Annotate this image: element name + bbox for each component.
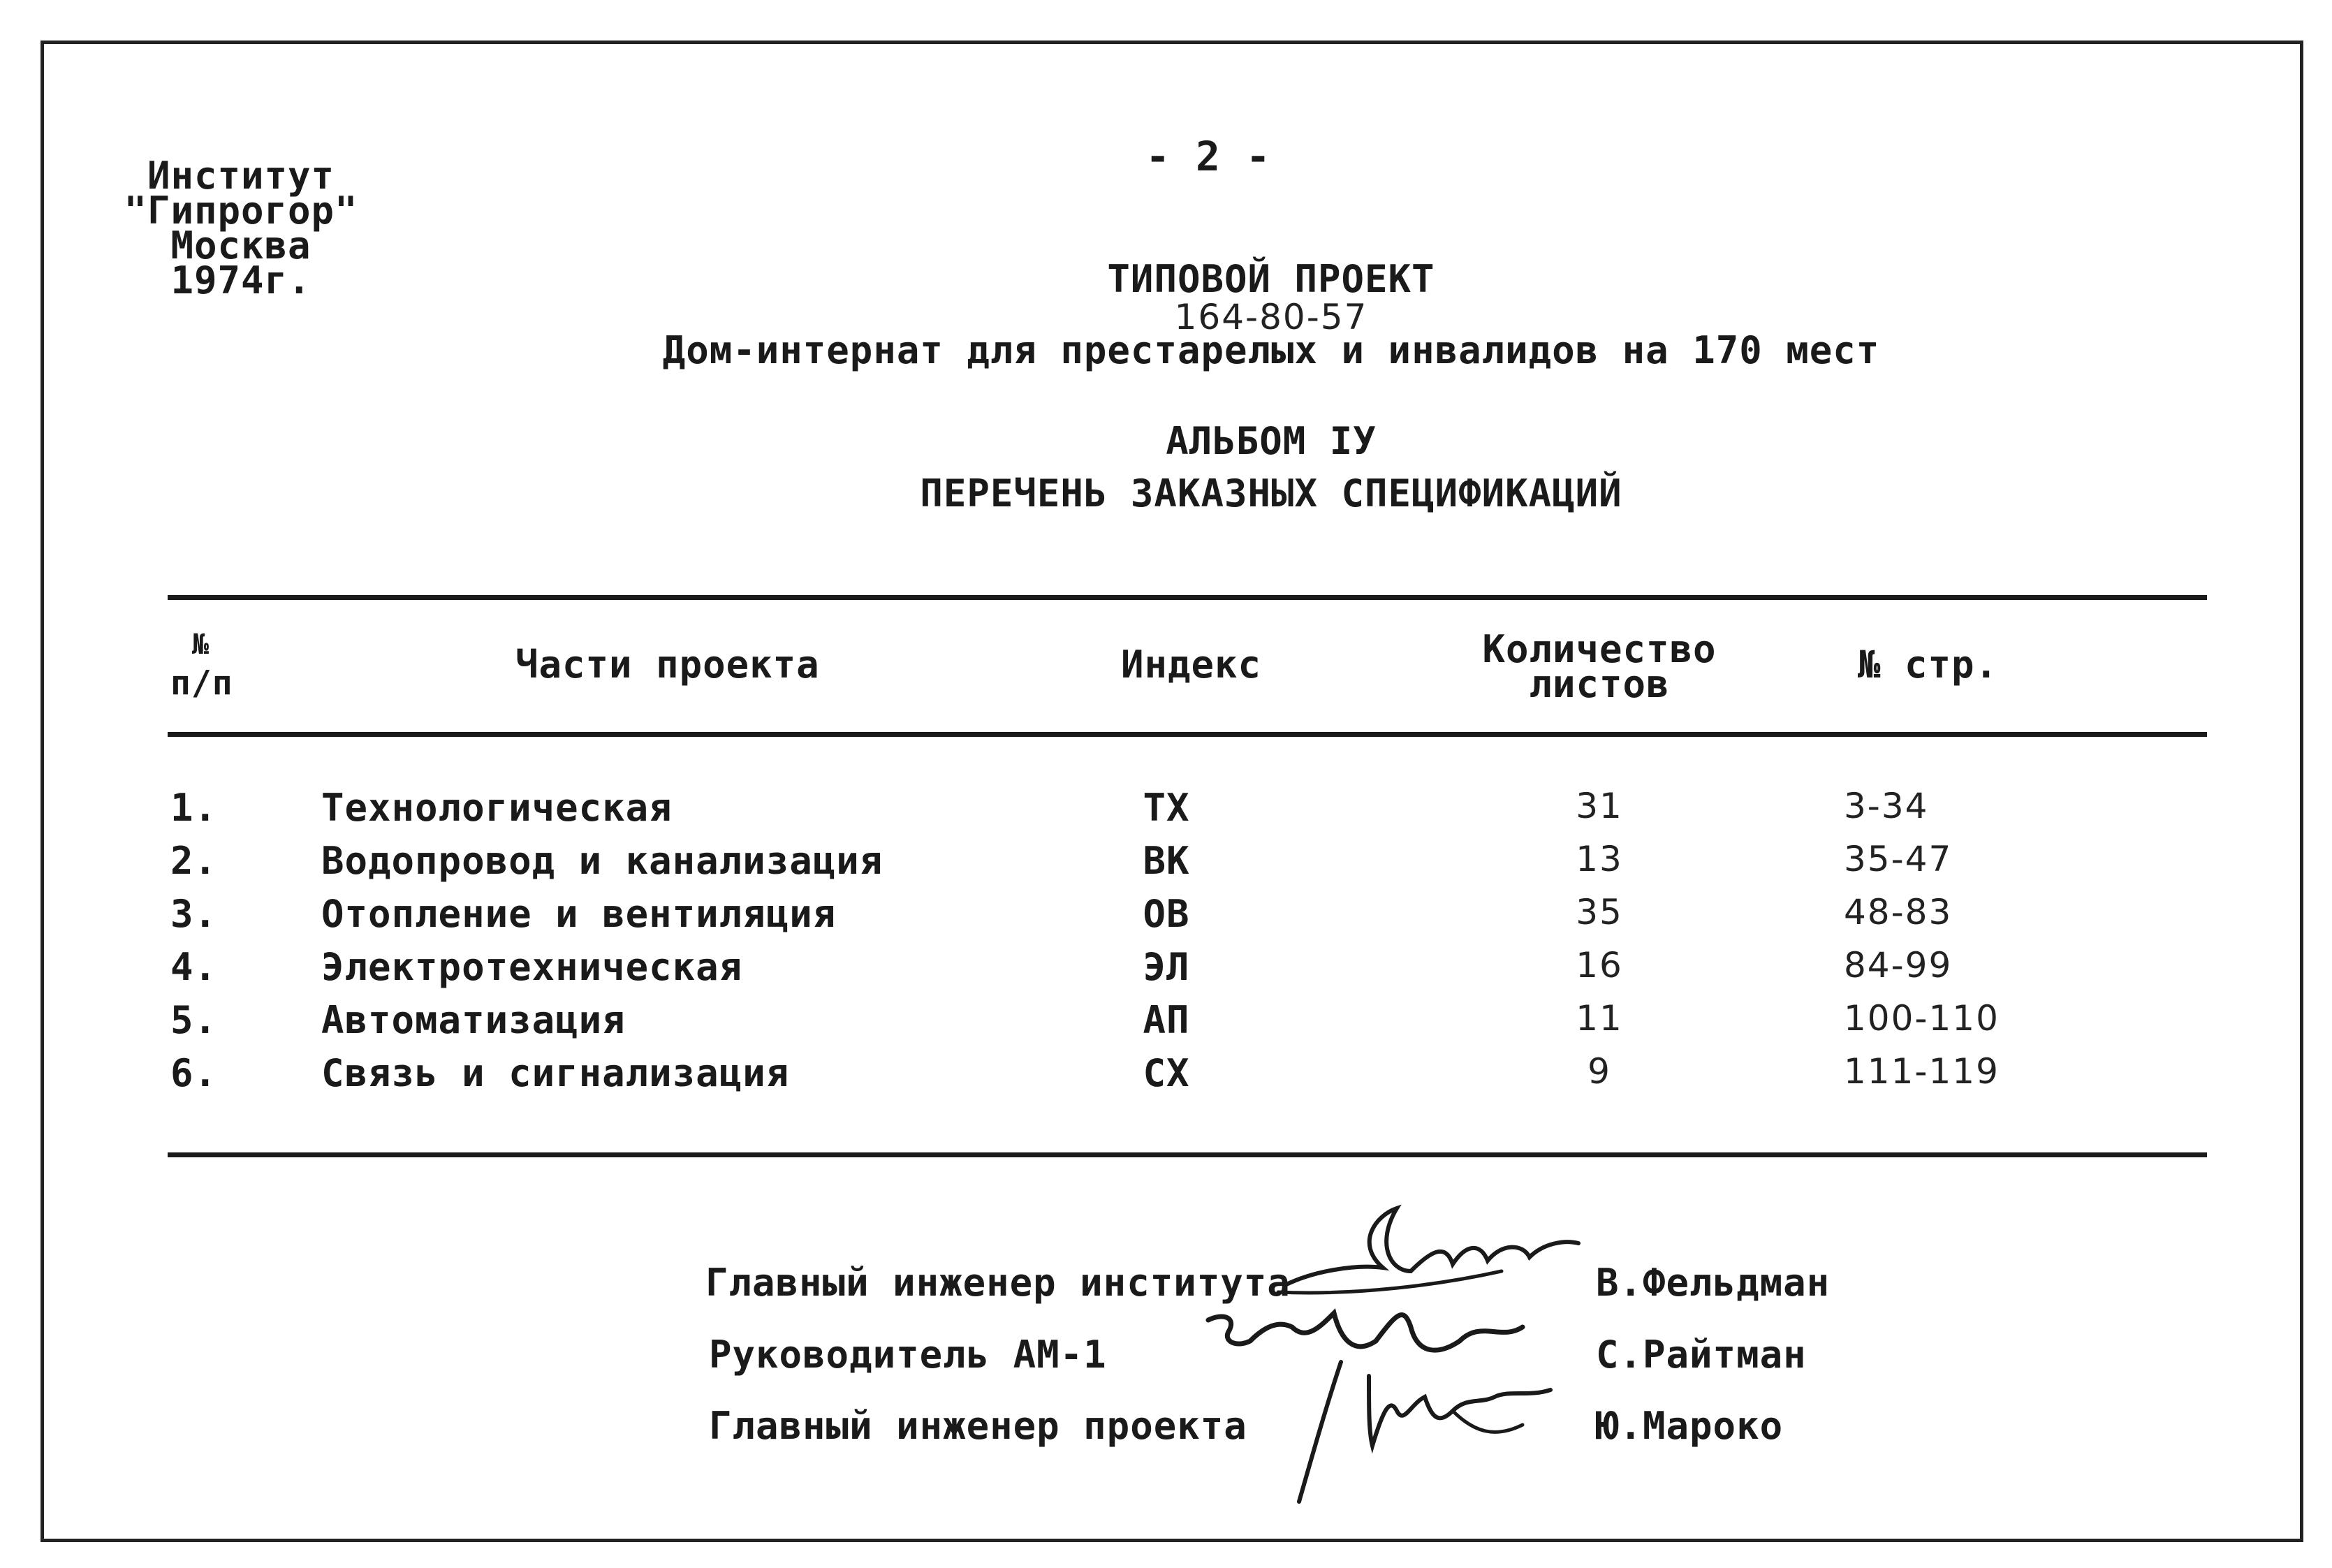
signature-role: Главный инженер института	[705, 1261, 1291, 1305]
project-description: Дом-интернат для престарелых и инвалидов на 170 мест	[662, 328, 1880, 372]
row-pages: 111-119	[1844, 1051, 2000, 1092]
row-number: 5.	[170, 998, 218, 1042]
row-sheets: 31	[1576, 786, 1623, 826]
institute-line: Институт	[147, 154, 335, 198]
row-sheets: 13	[1576, 839, 1623, 879]
album-title: АЛЬБОМ IУ	[1166, 419, 1377, 463]
row-pages: 100-110	[1844, 998, 2000, 1039]
institute-line: 1974г.	[170, 258, 311, 302]
table-bottom-rule	[168, 1152, 2207, 1157]
row-number: 4.	[170, 945, 218, 989]
row-number: 6.	[170, 1051, 218, 1095]
table-top-rule	[168, 595, 2207, 600]
table-header-rule	[168, 732, 2207, 737]
handwritten-signature-3	[1243, 1348, 1564, 1516]
row-pages: 48-83	[1844, 892, 1953, 932]
row-part: Связь и сигнализация	[321, 1051, 790, 1095]
row-number: 3.	[170, 892, 218, 936]
row-index: ТХ	[1143, 786, 1190, 830]
row-sheets: 11	[1576, 998, 1623, 1039]
page-number: - 2 -	[1145, 133, 1271, 180]
row-part: Отопление и вентиляция	[321, 892, 837, 936]
institute-line: "Гипрогор"	[124, 189, 358, 233]
header-part: Части проекта	[515, 643, 820, 687]
row-index: СХ	[1143, 1051, 1190, 1095]
signature-name: Ю.Мароко	[1596, 1404, 1784, 1448]
row-part: Технологическая	[321, 786, 673, 830]
document-subtitle: ПЕРЕЧЕНЬ ЗАКАЗНЫХ СПЕЦИФИКАЦИЙ	[920, 471, 1622, 515]
handwritten-signature-1	[1271, 1201, 1592, 1313]
row-index: ВК	[1143, 839, 1190, 883]
row-pages: 3-34	[1844, 786, 1929, 826]
header-sheets-line1: Количество	[1482, 627, 1717, 671]
signature-role: Руководитель АМ-1	[709, 1333, 1107, 1377]
signature-role: Главный инженер проекта	[709, 1404, 1247, 1448]
row-sheets: 9	[1587, 1051, 1611, 1092]
header-index: Индекс	[1121, 643, 1262, 687]
row-pages: 84-99	[1844, 945, 1953, 986]
row-number: 2.	[170, 839, 218, 883]
row-part: Электротехническая	[321, 945, 743, 989]
row-sheets: 35	[1576, 892, 1623, 932]
header-pages: № стр.	[1858, 643, 1999, 687]
row-number: 1.	[170, 786, 218, 830]
row-part: Водопровод и канализация	[321, 839, 883, 883]
row-part: Автоматизация	[321, 998, 626, 1042]
institute-line: Москва	[170, 224, 311, 268]
signature-name: С.Райтман	[1596, 1333, 1807, 1377]
row-index: ОВ	[1143, 892, 1190, 936]
signature-name: В.Фельдман	[1596, 1261, 1831, 1305]
header-num-label: п/п	[170, 664, 233, 703]
row-index: АП	[1143, 998, 1190, 1042]
row-index: ЭЛ	[1143, 945, 1190, 989]
project-type-title: ТИПОВОЙ ПРОЕКТ	[1107, 257, 1435, 301]
row-pages: 35-47	[1844, 839, 1953, 879]
row-sheets: 16	[1576, 945, 1623, 986]
project-code: 164-80-57	[1174, 297, 1368, 337]
header-sheets-line2: листов	[1529, 662, 1670, 706]
header-num-symbol: №	[192, 629, 210, 661]
